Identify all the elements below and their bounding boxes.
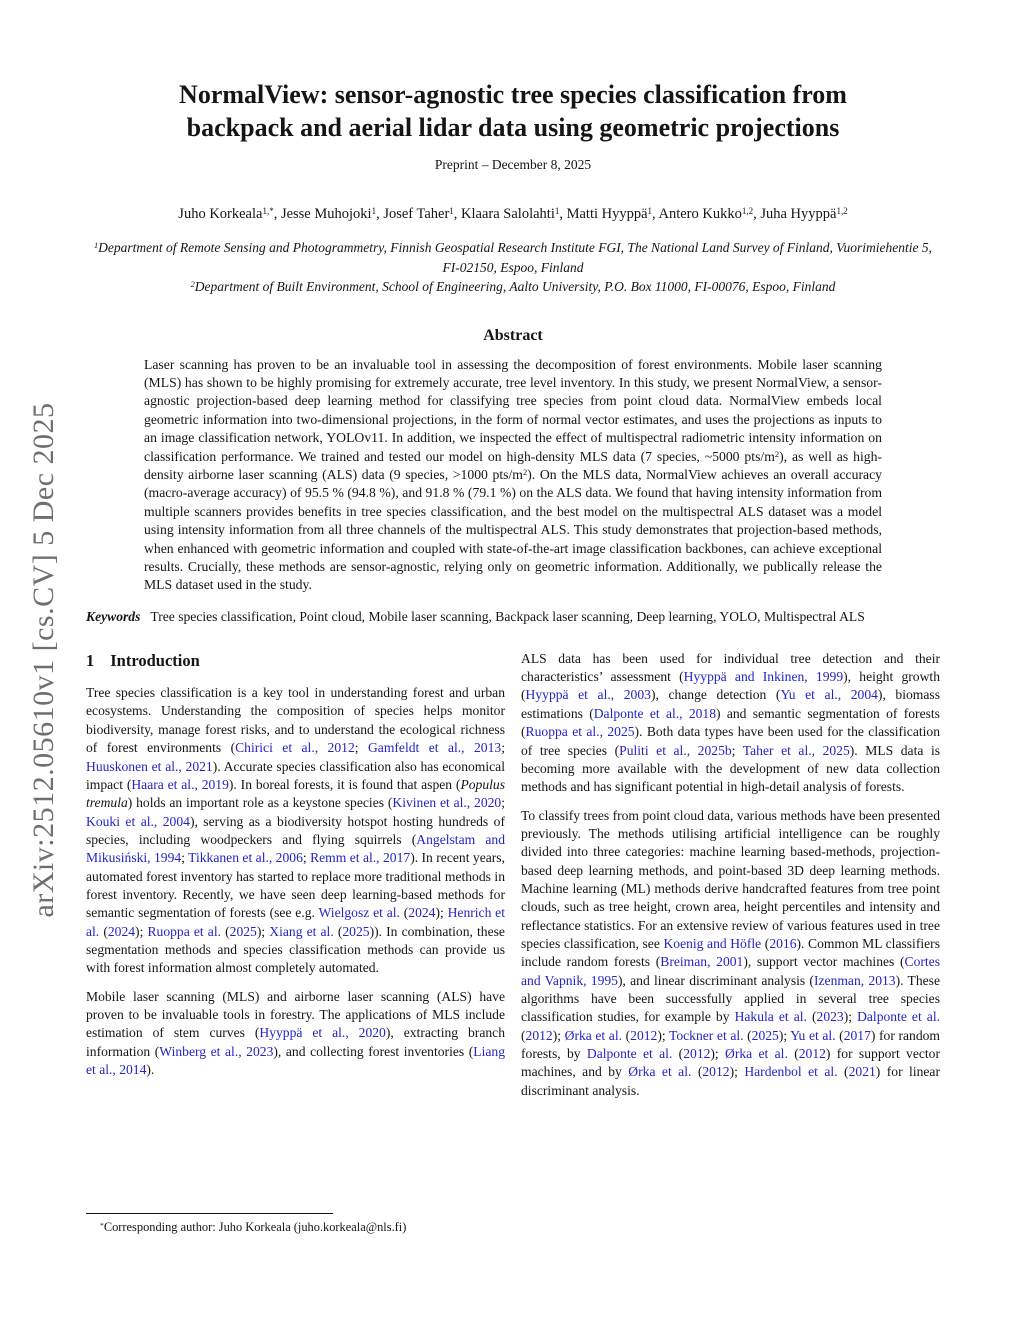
text-segment: ); bbox=[657, 1027, 669, 1043]
text-segment: ). Common ML classifiers include random forests ( bbox=[521, 935, 940, 970]
text-segment: ( bbox=[622, 1027, 631, 1043]
text-segment: ); bbox=[843, 1009, 858, 1025]
affiliations-block bbox=[86, 238, 940, 297]
text-segment: ); bbox=[435, 905, 448, 921]
superscript: 1 bbox=[93, 241, 99, 251]
affiliation-2 bbox=[86, 277, 940, 297]
superscript: 1,2 bbox=[741, 205, 754, 216]
text-segment: , Jesse Muhojoki bbox=[273, 206, 372, 222]
footnote-text bbox=[86, 1219, 506, 1235]
text-segment: ). In boreal forests, it is found that aspen ( bbox=[228, 776, 461, 792]
text-segment: Department of Built Environment, School of Engineering, Aalto University, P.O. Box 11000, FI-00076, Espoo, Finland bbox=[194, 279, 836, 294]
text-segment: ( bbox=[221, 923, 230, 939]
text-segment: ), and linear discriminant analysis ( bbox=[617, 972, 814, 988]
right-column bbox=[521, 650, 940, 1110]
text-segment: ( bbox=[691, 1064, 703, 1080]
citation-link[interactable]: Hyyppä et al., 2003 bbox=[525, 687, 651, 703]
superscript: 1 bbox=[449, 205, 454, 216]
text-segment: , Klaara Salolahti bbox=[453, 206, 555, 222]
citation-link[interactable]: Kivinen et al., 2020 bbox=[392, 795, 502, 811]
superscript: 1 bbox=[647, 205, 653, 216]
text-segment: ). bbox=[146, 1062, 155, 1077]
text-segment: ( bbox=[806, 1009, 817, 1025]
text-segment: Mobile laser scanning (MLS) and airborne laser scanning (ALS) have proven to be invaluable tools in forestry. The applications of MLS include estimation of stem curves ( bbox=[86, 988, 505, 1041]
section-title: Introduction bbox=[110, 650, 200, 670]
text-segment: ; bbox=[354, 740, 368, 756]
citation-link[interactable]: 2023 bbox=[816, 1009, 844, 1025]
text-segment: ( bbox=[835, 1027, 844, 1043]
text-segment: ) for support vector machines, and by bbox=[521, 1046, 940, 1080]
citation-link[interactable]: Angelstam and Mikusiński, 1994 bbox=[86, 831, 505, 866]
text-segment: ( bbox=[399, 905, 409, 921]
citation-link[interactable]: Kouki et al., 2004 bbox=[86, 813, 190, 829]
text-segment: ); bbox=[778, 1027, 791, 1043]
text-segment: ), biomass estimations ( bbox=[521, 687, 940, 721]
text-segment: ( bbox=[521, 1027, 526, 1043]
text-segment: ; bbox=[731, 742, 743, 758]
citation-link[interactable]: Koenig and Höfle bbox=[663, 935, 762, 951]
citation-link[interactable]: Hakula et al. bbox=[734, 1009, 807, 1025]
text-segment: ), height growth ( bbox=[521, 669, 940, 703]
citation-link[interactable]: 2024 bbox=[107, 923, 136, 939]
text-segment: ). Accurate species classification also has economical impact ( bbox=[86, 758, 505, 792]
text-segment: , Josef Taher bbox=[376, 206, 450, 222]
footnote-rule bbox=[86, 1213, 333, 1214]
citation-link[interactable]: Hyyppä et al., 2020 bbox=[259, 1025, 386, 1041]
text-segment: To classify trees from point cloud data, various methods have been presented previously. The methods utilising artificial intelligence can be roughly divided into three categories: machine learning based-methods, projection-based deep learning methods, and point-based 3D deep learning methods. Machine learning (ML) methods derive handcrafted features from tree point clouds, such as tree height, crown area, height percentiles and intensity and reflectance statistics. For an extensive review of various features used in tree species classification, see bbox=[521, 807, 940, 951]
text-segment: ); bbox=[710, 1046, 726, 1061]
citation-link[interactable]: 2025 bbox=[229, 923, 257, 939]
citation-link[interactable]: Chirici et al., 2012 bbox=[235, 740, 355, 756]
text-segment: ( bbox=[333, 923, 343, 939]
abstract-heading: Abstract bbox=[483, 326, 543, 344]
keywords-block bbox=[86, 608, 940, 626]
citation-link[interactable]: Xiang et al. bbox=[269, 923, 334, 939]
text-segment: ), and collecting forest inventories ( bbox=[273, 1043, 474, 1059]
text-segment: ) for linear discriminant analysis. bbox=[521, 1064, 940, 1098]
citation-link[interactable]: Hyyppä and Inkinen, 1999 bbox=[683, 669, 844, 685]
text-segment: ); bbox=[135, 923, 148, 939]
text-segment: Populus tremula bbox=[86, 776, 505, 811]
citation-link[interactable]: Puliti et al., 2025b bbox=[619, 742, 732, 758]
text-segment: ), serving as a biodiversity hotspot hosting hundreds of species, including woodpeckers and flying squirrels ( bbox=[86, 813, 505, 847]
preprint-date-line: Preprint – December 8, 2025 bbox=[434, 157, 592, 172]
paragraph-intro-2 bbox=[86, 988, 505, 1080]
text-segment: ) holds an important role as a keystone species ( bbox=[127, 795, 393, 811]
text-segment: ( bbox=[837, 1064, 849, 1080]
citation-link[interactable]: Taher et al., 2025 bbox=[742, 742, 850, 758]
authors-line bbox=[86, 206, 940, 223]
paper-page bbox=[86, 0, 940, 1110]
citation-link[interactable]: Liang et al., 2014 bbox=[86, 1043, 505, 1077]
section-heading-introduction bbox=[86, 652, 505, 670]
text-segment: ). MLS data is becoming more available with the development of new data collection methods and has significant potential in high-detail analysis of forests. bbox=[521, 742, 941, 795]
citation-link[interactable]: Huuskonen et al., 2021 bbox=[86, 758, 213, 774]
text-segment: ); bbox=[552, 1027, 565, 1043]
citation-link[interactable]: Gamfeldt et al., 2013 bbox=[367, 740, 502, 756]
text-segment: ). Both data types have been used for the classification of tree species ( bbox=[521, 724, 941, 758]
text-segment: Juho Korkeala bbox=[178, 206, 263, 222]
superscript: 2 bbox=[522, 467, 528, 478]
left-column bbox=[86, 650, 505, 1110]
citation-link[interactable]: Cortes and Vapnik, 1995 bbox=[521, 954, 941, 988]
text-segment: ( bbox=[787, 1046, 799, 1061]
affiliation-1 bbox=[86, 238, 940, 277]
keywords-text: Tree species classification, Point cloud, Mobile laser scanning, Backpack laser scanning, Deep learning, YOLO, Multispectral ALS bbox=[150, 608, 865, 624]
citation-link[interactable]: Tikkanen et al., 2006 bbox=[188, 850, 303, 866]
corresponding-author-footnote bbox=[86, 1213, 506, 1235]
paper-title-line1: NormalView: sensor-agnostic tree species classification from bbox=[179, 80, 847, 109]
text-segment: Department of Remote Sensing and Photogrammetry, Finnish Geospatial Research Institute FGI, The National Land Survey of Finland, Vuorimiehentie 5, FI-02150, Espoo, Finland bbox=[98, 240, 933, 275]
citation-link[interactable]: Ørka et al. bbox=[628, 1064, 692, 1080]
citation-link[interactable]: Ruoppa et al. bbox=[147, 923, 222, 939]
text-segment: ). On the MLS data, NormalView achieves an overall accuracy (macro-average accuracy) of 95.5 % (94.8 %), and 91.8 % (79.1 %) on the ALS data. We found that having intensity information from multiple scanners provides benefits in tree species classification, and the best model on the multispectral ALS dataset was a model using intensity information from all three channels of the multispectral ALS. This study demonstrates that projection-based methods, when enhanced with geometric information and coupled with state-of-the-art image classification backbones, can achieve exceptional results. Crucially, these methods are sensor-agnostic, relying only on geometric information. Additionally, we publically release the MLS dataset used in the study. bbox=[144, 466, 882, 593]
text-segment: ); bbox=[729, 1064, 745, 1080]
text-segment: ( bbox=[761, 935, 770, 951]
text-segment: ) for random forests, by bbox=[521, 1027, 940, 1061]
text-segment: ), support vector machines ( bbox=[743, 954, 905, 970]
text-segment: ). These algorithms have been successfully applied in several tree species classification studies, for example by bbox=[521, 972, 940, 1025]
citation-link[interactable]: Yu et al. bbox=[790, 1027, 836, 1043]
paragraph-intro-3 bbox=[521, 650, 940, 797]
text-segment: ), as well as high-density airborne laser scanning (ALS) data (9 species, >1000 pts/m bbox=[144, 448, 882, 482]
superscript: * bbox=[100, 1220, 104, 1230]
citation-link[interactable]: Ruoppa et al., 2025 bbox=[525, 724, 635, 740]
text-segment: ; bbox=[181, 850, 189, 866]
citation-link[interactable]: 2012 bbox=[525, 1027, 553, 1043]
superscript: 1,* bbox=[262, 205, 274, 216]
text-segment: , Antero Kukko bbox=[652, 206, 742, 222]
text-segment: ) and semantic segmentation of forests ( bbox=[521, 705, 940, 740]
citation-link[interactable]: Winberg et al., 2023 bbox=[159, 1043, 274, 1059]
paper-title-line2: backpack and aerial lidar data using geometric projections bbox=[186, 113, 840, 142]
citation-link[interactable]: Ørka et al. bbox=[725, 1046, 788, 1061]
superscript: 1 bbox=[371, 205, 377, 216]
text-segment: Tree species classification is a key tool in understanding forest and urban ecosystems. Understanding the composition of species helps monitor biodiversity, manage forest risks, and to understand the ecological richness of forest environments ( bbox=[86, 685, 505, 756]
text-segment: , Juha Hyyppä bbox=[753, 206, 837, 222]
text-segment: ( bbox=[99, 923, 108, 939]
text-segment: ALS data has been used for individual tree detection and their characteristics’ assessment ( bbox=[521, 650, 940, 685]
abstract-text bbox=[144, 356, 882, 595]
text-segment: ; bbox=[501, 795, 505, 811]
citation-link[interactable]: 2021 bbox=[848, 1064, 876, 1080]
citation-link[interactable]: 2016 bbox=[769, 935, 797, 951]
paragraph-intro-1 bbox=[86, 684, 505, 978]
citation-link[interactable]: Tockner et al. bbox=[668, 1027, 744, 1043]
citation-link[interactable]: 2025 bbox=[342, 923, 370, 939]
text-segment: ). In recent years, automated forest inventory has started to replace more traditional methods in forest inventory. Recently, we have seen deep learning-based methods for semantic segmentation of forests (see e.g. bbox=[86, 850, 505, 921]
text-segment: ), extracting branch information ( bbox=[86, 1025, 505, 1059]
citation-link[interactable]: 2012 bbox=[798, 1046, 826, 1061]
superscript: 2 bbox=[190, 280, 195, 290]
superscript: 2 bbox=[774, 448, 780, 459]
text-segment: ); bbox=[256, 923, 270, 939]
citation-link[interactable]: 2017 bbox=[843, 1027, 871, 1043]
citation-link[interactable]: Wielgosz et al. bbox=[318, 905, 400, 921]
superscript: 1,2 bbox=[836, 205, 848, 216]
citation-link[interactable]: 2012 bbox=[630, 1027, 658, 1043]
arxiv-watermark: arXiv:2512.05610v1 [cs.CV] 5 Dec 2025 bbox=[27, 402, 60, 918]
two-column-body bbox=[86, 650, 940, 1110]
text-segment: , Matti Hyyppä bbox=[559, 206, 648, 222]
text-segment: Laser scanning has proven to be an invaluable tool in assessing the decomposition of forest environments. Mobile laser scanning (MLS) has shown to be highly promising for extremely accurate, tree level inventory. In this study, we present NormalView, a sensor-agnostic projection-based deep learning method for classifying tree species from point cloud data. NormalView embeds local geometric information into two-dimensional projections, in the form of normal vector estimates, and uses the projections as inputs to an image classification network, YOLOv11. In addition, we inspected the effect of multispectral radiometric intensity information on classification performance. We trained and tested our model on high-density MLS data (7 species, ~5000 pts/m bbox=[144, 356, 882, 464]
section-number: 1 bbox=[86, 650, 95, 670]
citation-link[interactable]: Dalponte et al., 2018 bbox=[593, 705, 717, 721]
text-segment: ( bbox=[743, 1027, 752, 1043]
text-segment: )). In combination, these segmentation methods and species classification methods can provide us with forest information almost completely automated. bbox=[86, 923, 505, 976]
citation-link[interactable]: Ørka et al. bbox=[564, 1027, 623, 1043]
paragraph-intro-4 bbox=[521, 807, 940, 1101]
text-segment: ), change detection ( bbox=[650, 687, 781, 703]
text-segment: ; bbox=[302, 850, 311, 866]
citation-link[interactable]: Dalponte et al. bbox=[586, 1046, 673, 1061]
text-segment: Corresponding author: Juho Korkeala (juho.korkeala@nls.fi) bbox=[103, 1220, 407, 1234]
citation-link[interactable]: Haara et al., 2019 bbox=[131, 776, 229, 792]
citation-link[interactable]: 2012 bbox=[683, 1046, 711, 1061]
keywords-label: Keywords bbox=[86, 608, 141, 624]
paper-title bbox=[86, 78, 940, 144]
text-segment: ( bbox=[672, 1046, 684, 1061]
citation-link[interactable]: Remm et al., 2017 bbox=[310, 850, 411, 866]
citation-link[interactable]: Yu et al., 2004 bbox=[780, 687, 878, 703]
citation-link[interactable]: Henrich et al. bbox=[86, 905, 505, 939]
text-segment: ; bbox=[501, 740, 505, 756]
citation-link[interactable]: Breiman, 2001 bbox=[660, 954, 744, 970]
citation-link[interactable]: Hardenbol et al. bbox=[744, 1064, 838, 1080]
superscript: 1 bbox=[554, 205, 560, 216]
citation-link[interactable]: 2025 bbox=[751, 1027, 779, 1043]
citation-link[interactable]: Izenman, 2013 bbox=[813, 972, 896, 988]
citation-link[interactable]: Dalponte et al. bbox=[857, 1009, 940, 1025]
citation-link[interactable]: 2024 bbox=[408, 905, 436, 921]
citation-link[interactable]: 2012 bbox=[702, 1064, 730, 1080]
